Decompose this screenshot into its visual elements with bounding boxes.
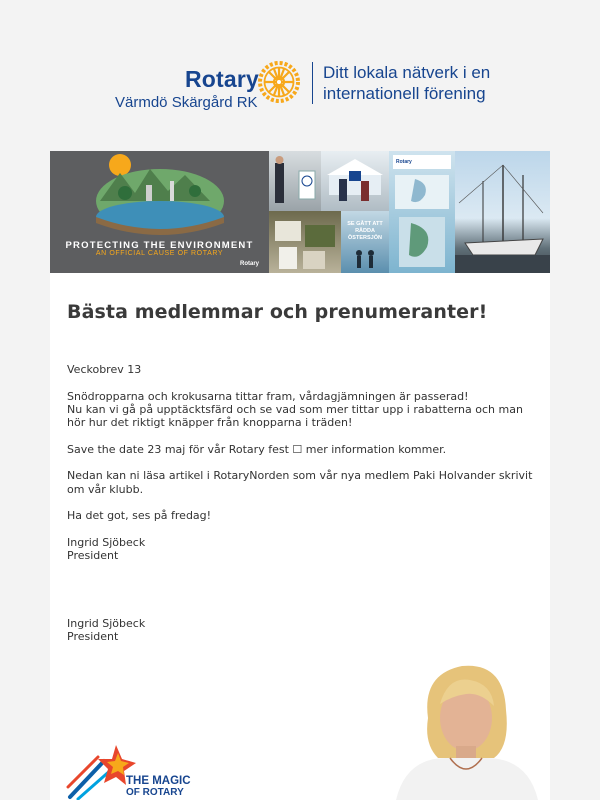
cause-subheading: AN OFFICIAL CAUSE OF ROTARY <box>95 250 224 257</box>
rotary-wheel-icon <box>257 60 301 104</box>
brand-name: Rotary <box>185 66 260 92</box>
magic-line-2: OF ROTARY <box>126 787 184 798</box>
photo-display-objects <box>269 211 341 273</box>
header-logo[interactable] <box>115 58 495 111</box>
photo-display-items <box>269 211 341 273</box>
signature: Ingrid Sjöbeck President <box>67 535 146 563</box>
photo-info-stand <box>389 151 455 273</box>
stand-sign: Rotary <box>393 155 451 169</box>
stand-maps <box>389 151 455 273</box>
photo-poster <box>341 211 389 273</box>
tall-ship-illustration <box>455 151 550 273</box>
magic-of-rotary-logo[interactable] <box>64 737 194 800</box>
paragraph-greeting: Ha det got, ses på fredag! <box>67 509 212 523</box>
tagline-line-2: internationell förening <box>323 84 486 103</box>
cause-rotary-logo: Rotary <box>239 261 259 267</box>
page-title: Bästa medlemmar och prenumeranter! <box>67 301 488 323</box>
paragraph-spring: Snödropparna och krokusarna tittar fram, vårdagjämningen är passerad! Nu kan vi gå på upptäcktsfärd och se vad som mer tittar upp i rabatterna och man hör hur det riktigt knäpper från knopparna i träden! <box>67 389 523 430</box>
photo-members-figures <box>269 151 321 211</box>
letter-body <box>67 363 542 576</box>
newsletter-number: Veckobrev 13 <box>67 363 142 376</box>
header-banner[interactable] <box>50 151 550 273</box>
magic-line-1: THE MAGIC <box>126 775 191 787</box>
logo-divider <box>312 62 313 104</box>
logo-tagline <box>323 62 490 104</box>
paragraph-article: Nedan kan ni läsa artikel i RotaryNorden som vår nya medlem Paki Holvander skrivit om vår klubb. <box>67 469 533 496</box>
photo-tent <box>321 151 389 211</box>
signature-repeat-text: Ingrid Sjöbeck President <box>67 617 146 644</box>
environment-cause-image <box>50 151 269 273</box>
photo-tent-scene <box>321 151 389 211</box>
photo-tall-ship <box>455 151 550 273</box>
content-area <box>67 301 537 323</box>
club-name: Värmdö Skärgård RK <box>115 94 258 111</box>
signature-repeat <box>67 617 145 644</box>
paragraph-save-the-date: Save the date 23 maj för vår Rotary fest ☐ mer information kommer. <box>67 442 447 456</box>
president-portrait <box>388 654 544 800</box>
cause-heading: PROTECTING THE ENVIRONMENT <box>65 240 254 251</box>
magic-text <box>126 775 191 799</box>
photo-members <box>269 151 321 211</box>
poster-text: SE GÅTT ATT RÄDDA ÖSTERSJÖN <box>347 221 383 241</box>
tagline-line-1: Ditt lokala nätverk i en <box>323 63 491 82</box>
newsletter-card <box>50 151 550 800</box>
